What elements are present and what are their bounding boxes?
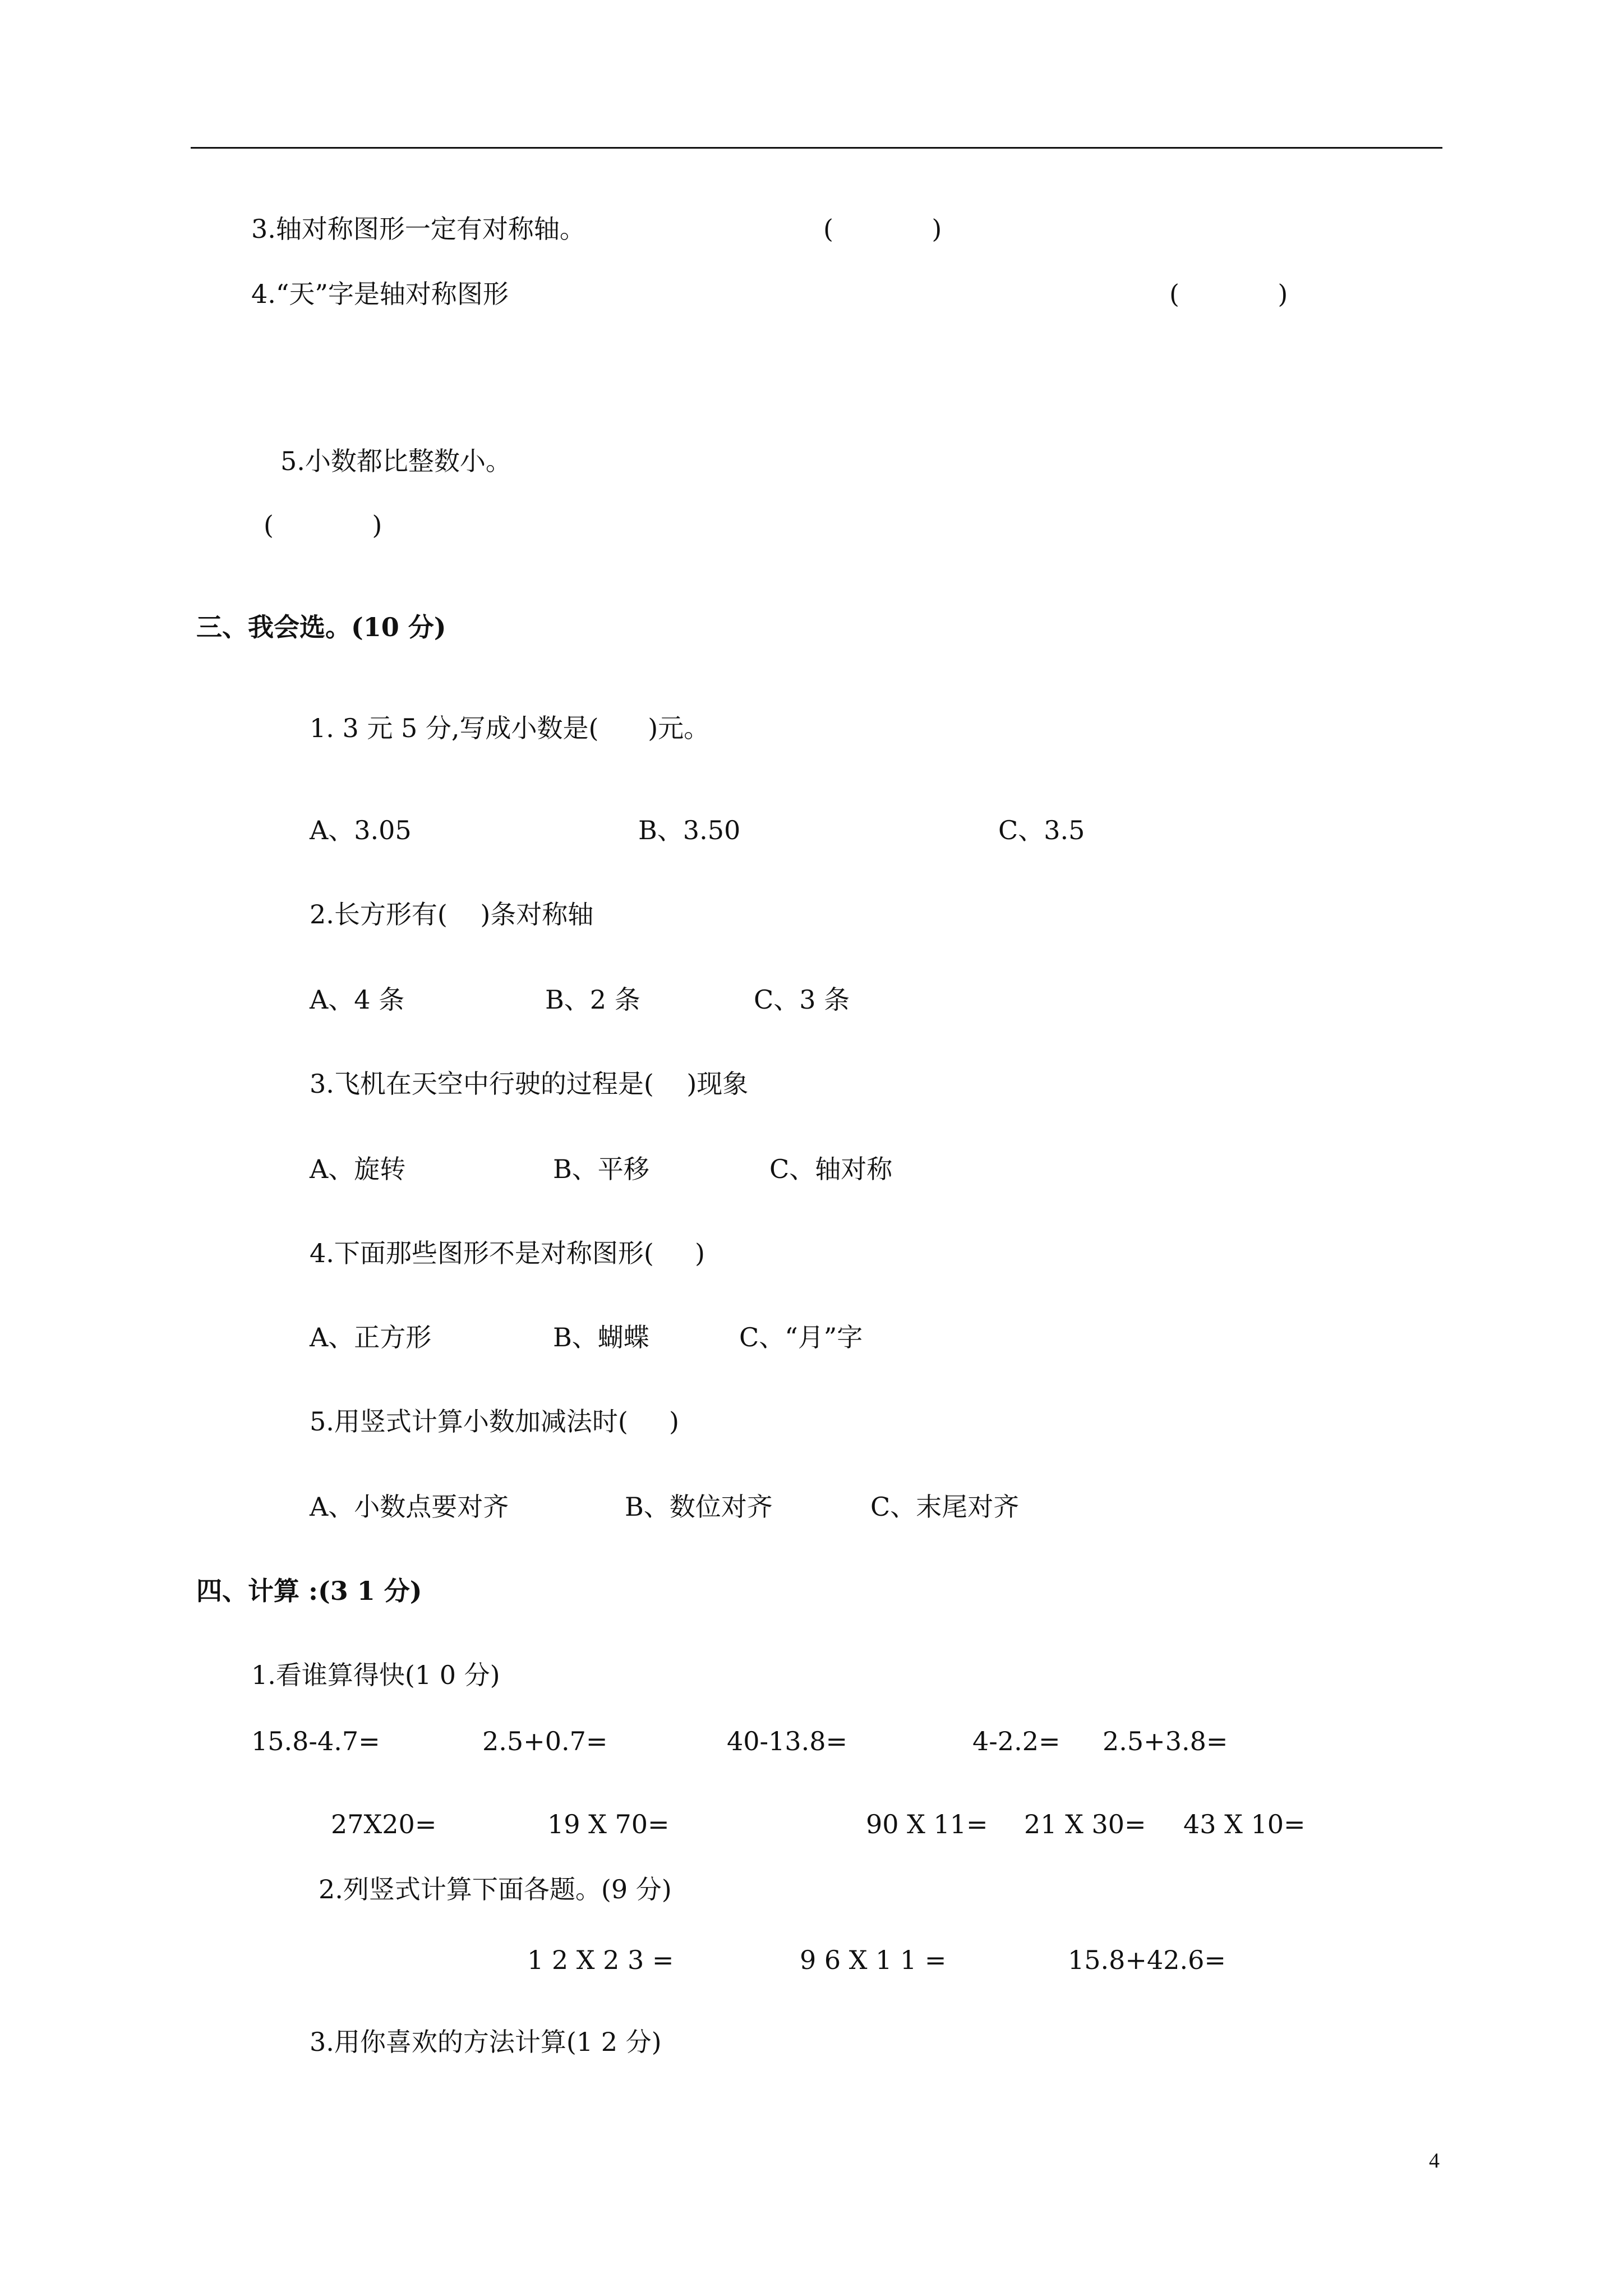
calc-section-title: 四、计算 :(3 1 分): [196, 1576, 422, 1606]
calc-part2-item: 1 2 X 2 3 =: [527, 1945, 674, 1975]
calc-part3-title: 3.用你喜欢的方法计算(1 2 分): [310, 2027, 662, 2057]
calc-row2-item: 90 X 11=: [866, 1809, 988, 1839]
choice-q1-option-b: B、3.50: [638, 815, 741, 845]
calc-row1-item: 4-2.2=: [972, 1726, 1061, 1756]
calc-row2-item: 19 X 70=: [547, 1809, 670, 1839]
calc-row2-item: 21 X 30=: [1024, 1809, 1146, 1839]
choice-q2-option-b: B、2 条: [545, 984, 640, 1015]
header-rule: [191, 147, 1442, 149]
choice-q3-stem: 3.飞机在天空中行驶的过程是( )现象: [310, 1069, 749, 1099]
choice-q1-option-c: C、3.5: [998, 815, 1085, 845]
choice-q5-option-b: B、数位对齐: [625, 1492, 773, 1522]
judge-q5-text: 5.小数都比整数小。: [280, 446, 511, 476]
choice-q1-stem: 1. 3 元 5 分,写成小数是( )元。: [310, 713, 710, 743]
choice-q3-option-a: A、旋转: [310, 1154, 406, 1184]
judge-q4-paren: ( ): [1169, 279, 1288, 309]
choice-q4-option-c: C、“月”字: [739, 1322, 863, 1352]
calc-part2-item: 15.8+42.6=: [1068, 1945, 1226, 1975]
calc-row1-item: 15.8-4.7=: [251, 1726, 380, 1756]
judge-q3-paren: ( ): [823, 214, 942, 244]
choice-q4-option-b: B、蝴蝶: [553, 1322, 649, 1352]
calc-row1-item: 40-13.8=: [727, 1726, 848, 1756]
page-number: 4: [1429, 2149, 1440, 2173]
choice-q5-option-c: C、末尾对齐: [870, 1492, 1020, 1522]
choice-q2-option-c: C、3 条: [754, 984, 850, 1015]
choice-q3-option-b: B、平移: [553, 1154, 649, 1184]
calc-row1-item: 2.5+3.8=: [1103, 1726, 1228, 1756]
calc-row2-item: 43 X 10=: [1183, 1809, 1306, 1839]
choice-q3-option-c: C、轴对称: [769, 1154, 893, 1184]
calc-row1-item: 2.5+0.7=: [482, 1726, 608, 1756]
choice-q2-option-a: A、4 条: [310, 984, 405, 1015]
calc-row2-item: 27X20=: [331, 1809, 437, 1839]
calc-part2-title: 2.列竖式计算下面各题。(9 分): [319, 1874, 672, 1904]
judge-q4-text: 4.“天”字是轴对称图形: [251, 279, 509, 309]
choice-q4-stem: 4.下面那些图形不是对称图形( ): [310, 1238, 705, 1268]
calc-part2-item: 9 6 X 1 1 =: [800, 1945, 947, 1975]
choice-q5-stem: 5.用竖式计算小数加减法时( ): [310, 1406, 679, 1437]
choice-q5-option-a: A、小数点要对齐: [310, 1492, 509, 1522]
calc-part1-title: 1.看谁算得快(1 0 分): [251, 1660, 500, 1690]
judge-q3-text: 3.轴对称图形一定有对称轴。: [251, 214, 585, 244]
judge-q5-paren: ( ): [264, 510, 382, 540]
choice-q1-option-a: A、3.05: [310, 815, 412, 845]
choice-section-title: 三、我会选。(10 分): [196, 612, 446, 642]
choice-q2-stem: 2.长方形有( )条对称轴: [310, 899, 594, 930]
choice-q4-option-a: A、正方形: [310, 1322, 432, 1352]
